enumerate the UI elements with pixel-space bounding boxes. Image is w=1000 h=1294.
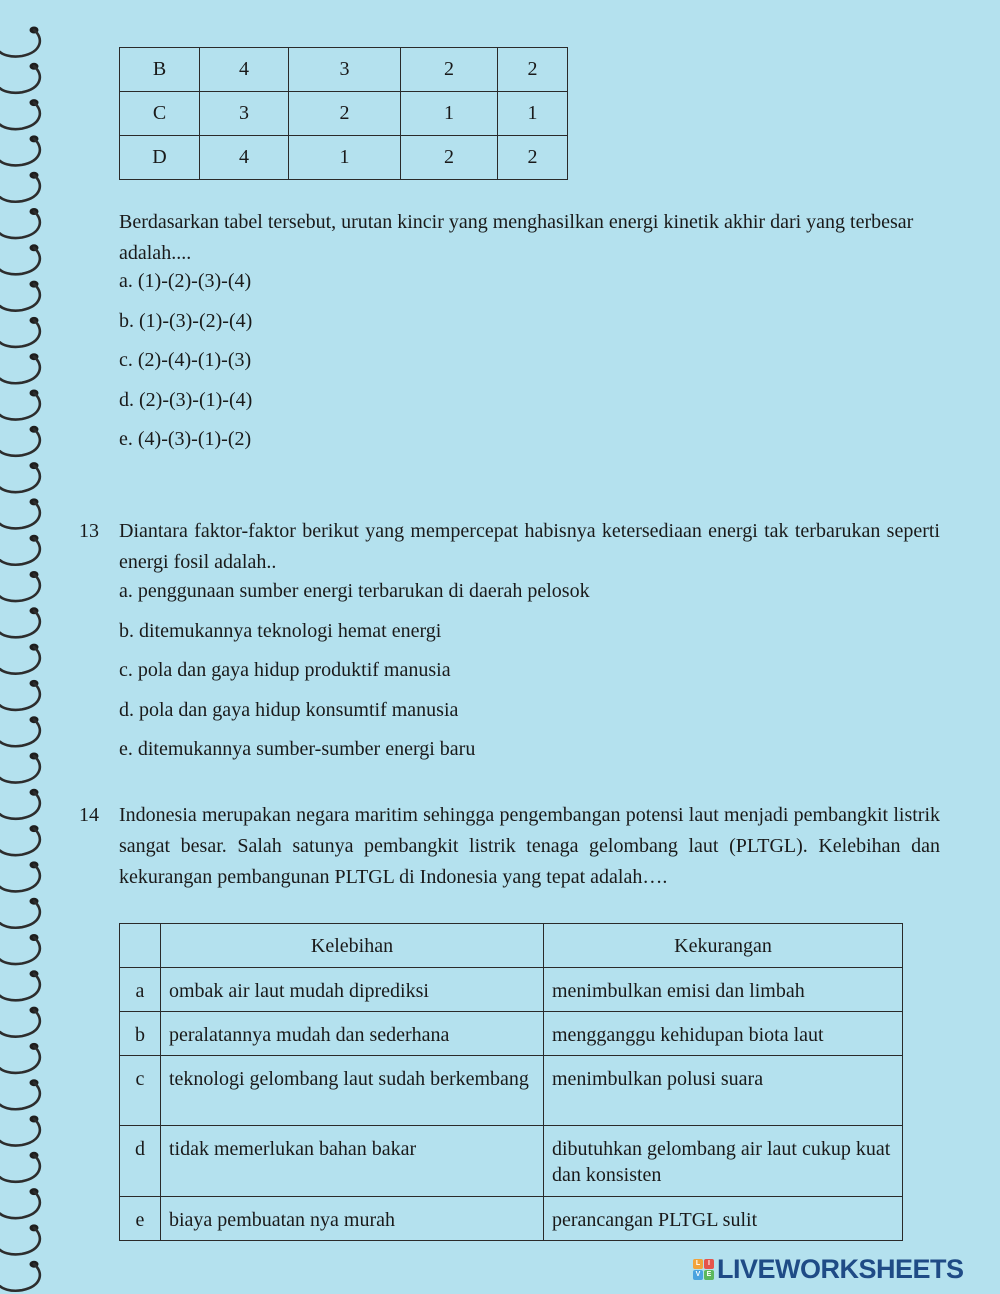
- q12-stem: Berdasarkan tabel tersebut, urutan kincir yang menghasilkan energi kinetik akhir dari yang terbesar adalah....: [119, 211, 914, 264]
- q13-option-b[interactable]: b. ditemukannya teknologi hemat energi: [119, 620, 442, 642]
- binding-wire: [0, 357, 40, 384]
- q14-stem: Indonesia merupakan negara maritim sehingga pengembangan potensi laut menjadi pembangkit listrik sangat besar. Salah satunya pembangkit listrik tenaga gelombang laut (PLTGL). Kelebihan dan kekurangan pembangunan PLTGL di Indonesia yang tepat adalah….: [119, 804, 940, 888]
- q12-option-e[interactable]: e. (4)-(3)-(1)-(2): [119, 428, 252, 450]
- binding-wire: [0, 30, 40, 57]
- table-row[interactable]: e biaya pembuatan nya murah perancangan PLTGL sulit: [120, 1197, 903, 1241]
- logo-text: LIVEWORKSHEETS: [717, 1253, 964, 1284]
- binding-wire: [0, 865, 40, 892]
- binding-wire: [0, 792, 40, 819]
- binding-wire: [0, 1228, 40, 1255]
- binding-wire: [0, 1119, 40, 1146]
- table-row[interactable]: c teknologi gelombang laut sudah berkembang menimbulkan polusi suara: [120, 1056, 903, 1126]
- binding-wire: [0, 502, 40, 529]
- q13-option-d[interactable]: d. pola dan gaya hidup konsumtif manusia: [119, 699, 459, 721]
- q12-option-d[interactable]: d. (2)-(3)-(1)-(4): [119, 389, 253, 411]
- table-row[interactable]: d tidak memerlukan bahan bakar dibutuhkan gelombang air laut cukup kuat dan konsisten: [120, 1126, 903, 1197]
- pltgl-table: [119, 923, 903, 1241]
- header-kelebihan: Kelebihan: [161, 924, 544, 968]
- binding-wire: [0, 756, 40, 783]
- table-row[interactable]: b peralatannya mudah dan sederhana mengganggu kehidupan biota laut: [120, 1012, 903, 1056]
- q13-option-c[interactable]: c. pola dan gaya hidup produktif manusia: [119, 659, 451, 681]
- binding-wire: [0, 103, 40, 130]
- header-kekurangan: Kekurangan: [544, 924, 903, 968]
- q13-option-e[interactable]: e. ditemukannya sumber-sumber energi baru: [119, 738, 476, 760]
- binding-wire: [0, 1264, 40, 1291]
- binding-wire: [0, 901, 40, 928]
- binding-wire: [0, 938, 40, 965]
- table-row: C 3 2 1 1: [120, 92, 568, 136]
- header-empty: [120, 924, 161, 968]
- binding-wire: [0, 720, 40, 747]
- binding-wire: [0, 248, 40, 275]
- binding-wire: [0, 66, 40, 93]
- binding-wire: [0, 1083, 40, 1110]
- binding-wire: [0, 139, 40, 166]
- q13-number: 13: [79, 520, 99, 542]
- q13-stem: Diantara faktor-faktor berikut yang mempercepat habisnya ketersediaan energi tak terbarukan seperti energi fosil adalah..: [119, 520, 940, 573]
- q12-option-a[interactable]: a. (1)-(2)-(3)-(4): [119, 270, 252, 292]
- q14-number: 14: [79, 804, 99, 826]
- spiral-binding: [0, 0, 60, 1294]
- kincir-table: [119, 47, 568, 180]
- binding-wire: [0, 647, 40, 674]
- binding-wire: [0, 175, 40, 202]
- binding-wire: [0, 538, 40, 565]
- binding-wire: [0, 466, 40, 493]
- liveworksheets-logo[interactable]: [693, 1254, 964, 1284]
- binding-wire: [0, 683, 40, 710]
- binding-wire: [0, 429, 40, 456]
- table-row: D 4 1 2 2: [120, 136, 568, 180]
- binding-wire: [0, 1010, 40, 1037]
- binding-wire: [0, 575, 40, 602]
- binding-wire: [0, 284, 40, 311]
- q12-option-b[interactable]: b. (1)-(3)-(2)-(4): [119, 310, 253, 332]
- q13-option-a[interactable]: a. penggunaan sumber energi terbarukan di daerah pelosok: [119, 580, 590, 602]
- binding-wire: [0, 212, 40, 239]
- binding-wire: [0, 320, 40, 347]
- binding-wire: [0, 1046, 40, 1073]
- table-row: B 4 3 2 2: [120, 48, 568, 92]
- table-header-row: [120, 924, 903, 968]
- binding-wire: [0, 611, 40, 638]
- table-row[interactable]: a ombak air laut mudah diprediksi menimbulkan emisi dan limbah: [120, 968, 903, 1012]
- logo-tiles-icon: L I V E: [693, 1259, 714, 1280]
- q12-option-c[interactable]: c. (2)-(4)-(1)-(3): [119, 349, 252, 371]
- binding-wire: [0, 974, 40, 1001]
- binding-wire: [0, 393, 40, 420]
- binding-wire: [0, 1155, 40, 1182]
- binding-wire: [0, 1192, 40, 1219]
- binding-wire: [0, 829, 40, 856]
